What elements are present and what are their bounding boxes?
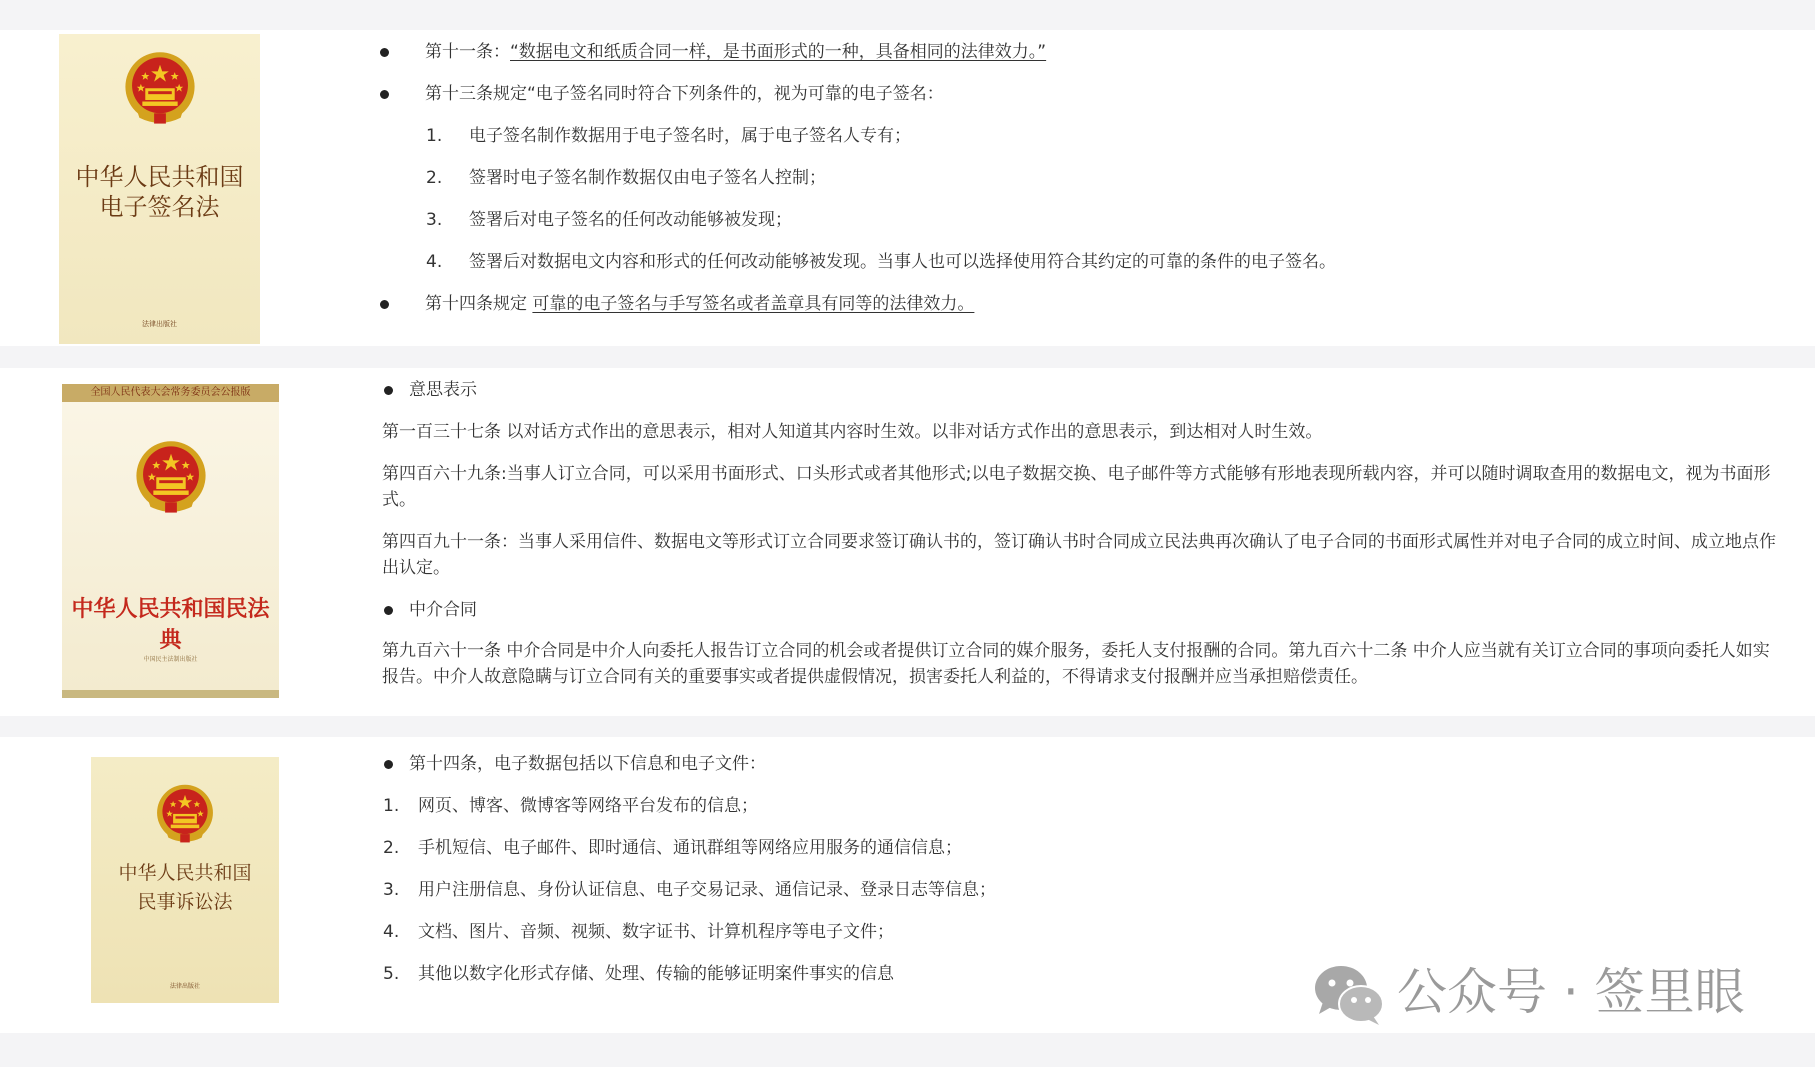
article-14-civil-procedure: 第十四条，电子数据包括以下信息和电子文件： [409, 754, 766, 774]
list-item: 签署后对电子签名的任何改动能够被发现； [469, 210, 792, 230]
list-number: 3. [426, 210, 443, 230]
article-14-prefix: 第十四条规定 [425, 294, 533, 314]
list-number: 3. [383, 880, 400, 900]
heading-intermediary-contract: 中介合同 [409, 600, 477, 620]
article-491: 第四百九十一条：当事人采用信件、数据电文等形式订立合同要求签订确认书的，签订确认书时合同成立民法典再次确认了电子合同的书面形式属性并对电子合同的成立时间、成立地点作出认定。 [382, 532, 1776, 578]
book-cover-civil-code [62, 384, 279, 698]
book-cover-electronic-signature-law [59, 34, 260, 344]
cover-title-line1: 中华人民共和国 [118, 862, 252, 884]
article-11-prefix: 第十一条： [425, 42, 510, 62]
list-item: 网页、博客、微博客等网络平台发布的信息； [418, 796, 758, 816]
cover-title [59, 162, 260, 222]
list-item: 其他以数字化形式存储、处理、传输的能够证明案件事实的信息 [418, 964, 894, 984]
list-number: 2. [426, 168, 443, 188]
article-137: 第一百三十七条 以对话方式作出的意思表示，相对人知道其内容时生效。以非对话方式作出的意思表示，到达相对人时生效。 [382, 422, 1323, 442]
list-item: 用户注册信息、身份认证信息、电子交易记录、通信记录、登录日志等信息； [418, 880, 996, 900]
list-item: 签署时电子签名制作数据仅由电子签名人控制； [469, 168, 826, 188]
article-11-quote: “数据电文和纸质合同一样，是书面形式的一种，具备相同的法律效力。” [510, 42, 1047, 62]
list-number: 4. [426, 252, 443, 272]
national-emblem-icon [155, 783, 215, 846]
cover-publisher: 中国民主法制出版社 [143, 656, 198, 663]
list-item: 签署后对数据电文内容和形式的任何改动能够被发现。当事人也可以选择使用符合其约定的可靠的条件的电子签名。 [469, 252, 1336, 272]
section-civil-code [0, 368, 1815, 716]
list-item: 文档、图片、音频、视频、数字证书、计算机程序等电子文件； [418, 922, 894, 942]
bullet-icon [384, 760, 393, 769]
bullet-icon [384, 606, 393, 615]
heading-intent-expression: 意思表示 [409, 380, 477, 400]
cover-title-line2: 电子签名法 [99, 193, 220, 221]
cover-title [91, 859, 279, 917]
article-961: 第九百六十一条 中介合同是中介人向委托人报告订立合同的机会或者提供订立合同的媒介服务，委托人支付报酬的合同。第九百六十二条 中介人应当就有关订立合同的事项向委托人如实报告。中介人故意隐瞒与订立合同有关的重要事实或者提供虚假情况，损害委托人利益的，不得请求支付报酬并应当承担赔偿责任。 [382, 641, 1770, 687]
cover-band: 全国人民代表大会常务委员会公报版 [62, 384, 279, 402]
wechat-icon [1313, 962, 1385, 1026]
list-item: 手机短信、电子邮件、即时通信、通讯群组等网络应用服务的通信信息； [418, 838, 962, 858]
bullet-icon [380, 48, 389, 57]
list-number: 1. [383, 796, 400, 816]
article-11 [425, 40, 1046, 64]
watermark [1313, 960, 1763, 1030]
section-electronic-signature-law [0, 30, 1815, 346]
list-number: 4. [383, 922, 400, 942]
national-emblem-icon [123, 50, 197, 128]
article-13: 第十三条规定“电子签名同时符合下列条件的，视为可靠的电子签名： [425, 84, 944, 104]
book-cover-civil-procedure-law [91, 757, 279, 1003]
list-number: 5. [383, 964, 400, 984]
article-14 [425, 292, 974, 316]
national-emblem-icon [134, 439, 208, 517]
bullet-icon [384, 386, 393, 395]
bullet-icon [380, 90, 389, 99]
article-14-underlined: 可靠的电子签名与手写签名或者盖章具有同等的法律效力。 [532, 294, 975, 314]
cover-title-line2: 民事诉讼法 [137, 891, 233, 913]
article-469: 第四百六十九条:当事人订立合同，可以采用书面形式、口头形式或者其他形式;以电子数据交换、电子邮件等方式能够有形地表现所载内容，并可以随时调取查用的数据电文，视为书面形式。 [382, 464, 1771, 510]
list-number: 2. [383, 838, 400, 858]
cover-title: 中华人民共和国民法典 [71, 596, 270, 653]
watermark-text: 公众号 · 签里眼 [1397, 963, 1745, 1021]
cover-publisher: 法律出版社 [169, 983, 200, 990]
list-item: 电子签名制作数据用于电子签名时，属于电子签名人专有； [469, 126, 911, 146]
cover-publisher: 法律出版社 [142, 320, 177, 328]
cover-title-line1: 中华人民共和国 [75, 163, 244, 191]
list-number: 1. [426, 126, 443, 146]
bullet-icon [380, 300, 389, 309]
